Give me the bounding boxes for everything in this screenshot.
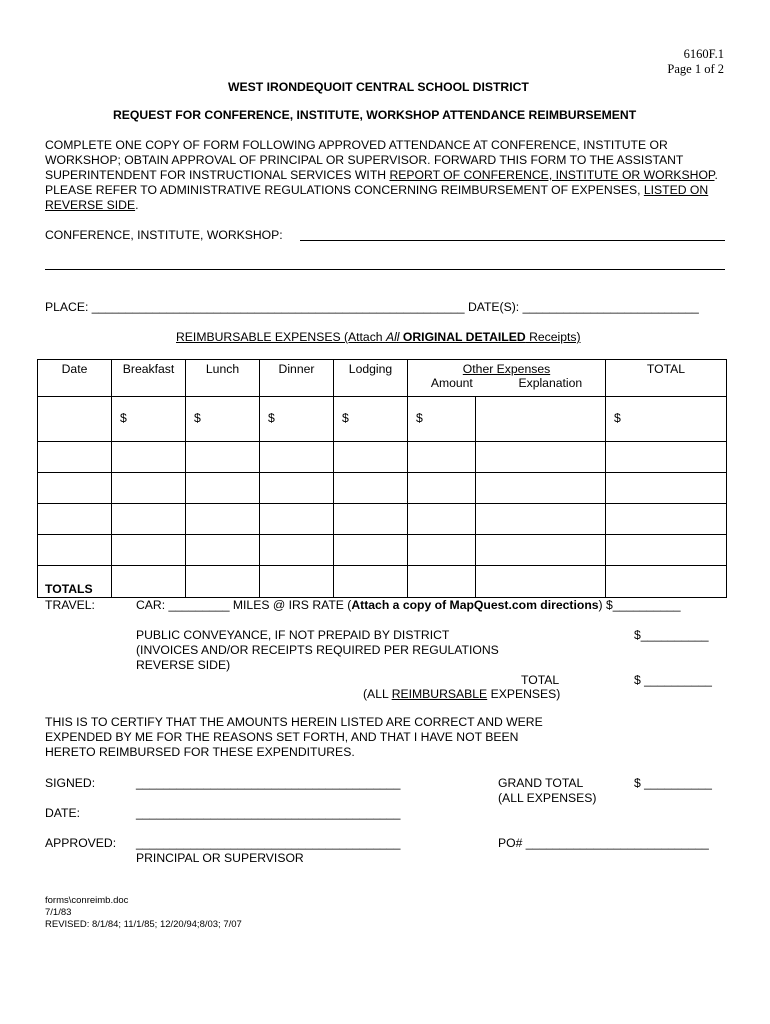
po-row — [498, 836, 709, 850]
lunch-cell[interactable] — [186, 442, 260, 473]
col-breakfast: Breakfast — [112, 360, 186, 397]
all-expenses-label: (ALL EXPENSES) — [498, 791, 597, 805]
col-date: Date — [38, 360, 112, 397]
approved-field[interactable]: _______________________________________ — [136, 836, 401, 850]
explanation-cell[interactable] — [476, 535, 606, 566]
grand-total-amount[interactable]: $ __________ — [634, 776, 712, 790]
table-row — [38, 535, 727, 566]
table-row — [38, 397, 727, 442]
date-field[interactable]: _______________________________________ — [136, 806, 401, 820]
public-conveyance-line2: (INVOICES AND/OR RECEIPTS REQUIRED PER REGULATIONS — [136, 643, 499, 657]
total-cell[interactable]: $ — [606, 397, 727, 442]
po-field[interactable]: ___________________________ — [525, 836, 709, 850]
amount-cell[interactable] — [408, 535, 476, 566]
date-cell[interactable] — [38, 504, 112, 535]
travel-label: TRAVEL: — [45, 598, 95, 612]
explanation-cell[interactable] — [476, 473, 606, 504]
dates-label: DATE(S): — [467, 300, 520, 314]
col-other-expenses: Other Expenses Amount Explanation — [408, 360, 606, 397]
col-explanation: Explanation — [518, 376, 583, 390]
grand-total-label: GRAND TOTAL — [498, 776, 584, 790]
table-header — [38, 360, 727, 397]
lunch-total[interactable] — [186, 566, 260, 598]
lodging-cell[interactable] — [334, 535, 408, 566]
conference-label: CONFERENCE, INSTITUTE, WORKSHOP: — [45, 228, 283, 242]
place-row — [45, 300, 699, 314]
dinner-total[interactable] — [260, 566, 334, 598]
table-row — [38, 442, 727, 473]
col-lodging: Lodging — [334, 360, 408, 397]
expenses-caption: REIMBURSABLE EXPENSES (Attach All ORIGINAL DETAILED Receipts) — [176, 330, 581, 344]
page-number: Page 1 of 2 — [667, 62, 724, 76]
totals-label: TOTALS — [38, 566, 112, 598]
breakfast-cell[interactable] — [112, 473, 186, 504]
amount-total[interactable] — [408, 566, 476, 598]
public-conveyance-amount[interactable]: $__________ — [634, 628, 709, 642]
amount-cell[interactable] — [408, 504, 476, 535]
col-lunch: Lunch — [186, 360, 260, 397]
car-line[interactable]: CAR: _________ MILES @ IRS RATE (Attach a copy of MapQuest.com directions) $__________ — [136, 598, 681, 612]
approved-label: APPROVED: — [45, 836, 117, 850]
lunch-cell[interactable] — [186, 535, 260, 566]
signed-field[interactable]: _______________________________________ — [136, 776, 401, 790]
signed-label: SIGNED: — [45, 776, 96, 790]
lodging-cell[interactable] — [334, 442, 408, 473]
totals-row — [38, 566, 727, 598]
expense-table — [37, 359, 727, 598]
lunch-cell[interactable]: $ — [186, 397, 260, 442]
col-dinner: Dinner — [260, 360, 334, 397]
total-cell[interactable] — [606, 442, 727, 473]
breakfast-total[interactable] — [112, 566, 186, 598]
total-cell[interactable] — [606, 504, 727, 535]
col-total: TOTAL — [606, 360, 727, 397]
amount-cell[interactable]: $ — [408, 397, 476, 442]
total-cell[interactable] — [606, 473, 727, 504]
lunch-cell[interactable] — [186, 504, 260, 535]
dinner-cell[interactable] — [260, 473, 334, 504]
footer-file: forms\conreimb.doc — [45, 895, 129, 906]
lodging-cell[interactable]: $ — [334, 397, 408, 442]
grand-total-cell[interactable] — [606, 566, 727, 598]
place-label: PLACE: — [45, 300, 89, 314]
explanation-cell[interactable] — [476, 397, 606, 442]
all-reimbursable-label: (ALL REIMBURSABLE EXPENSES) — [363, 687, 561, 701]
table-row — [38, 504, 727, 535]
travel-total-label: TOTAL — [521, 673, 560, 687]
certification-text: THIS IS TO CERTIFY THAT THE AMOUNTS HEREIN LISTED ARE CORRECT AND WERE EXPENDED BY ME FOR THE REASONS SET FORTH, AND THAT I HAVE NOT BEEN HERETO REIMBURSED FOR THESE EXPENDITURES. — [45, 715, 543, 759]
breakfast-cell[interactable]: $ — [112, 397, 186, 442]
date-cell[interactable] — [38, 397, 112, 442]
footer-revised: REVISED: 8/1/84; 11/1/85; 12/20/94;8/03; 7/07 — [45, 919, 242, 930]
dinner-cell[interactable]: $ — [260, 397, 334, 442]
dinner-cell[interactable] — [260, 504, 334, 535]
form-title: REQUEST FOR CONFERENCE, INSTITUTE, WORKSHOP ATTENDANCE REIMBURSEMENT — [113, 108, 637, 122]
date-cell[interactable] — [38, 473, 112, 504]
dates-field[interactable]: __________________________ — [522, 300, 699, 314]
lunch-cell[interactable] — [186, 473, 260, 504]
date-cell[interactable] — [38, 442, 112, 473]
table-row — [38, 473, 727, 504]
conference-field[interactable] — [300, 240, 725, 241]
dinner-cell[interactable] — [260, 442, 334, 473]
total-cell[interactable] — [606, 535, 727, 566]
lodging-cell[interactable] — [334, 473, 408, 504]
explanation-cell[interactable] — [476, 442, 606, 473]
breakfast-cell[interactable] — [112, 442, 186, 473]
col-amount: Amount — [430, 376, 473, 390]
public-conveyance-line1: PUBLIC CONVEYANCE, IF NOT PREPAID BY DISTRICT — [136, 628, 450, 642]
conference-field-line2[interactable] — [45, 269, 725, 270]
explanation-cell[interactable] — [476, 504, 606, 535]
date-cell[interactable] — [38, 535, 112, 566]
travel-total-amount[interactable]: $ __________ — [634, 673, 712, 687]
district-name: WEST IRONDEQUOIT CENTRAL SCHOOL DISTRICT — [228, 80, 529, 94]
breakfast-cell[interactable] — [112, 504, 186, 535]
amount-cell[interactable] — [408, 442, 476, 473]
po-label: PO# — [498, 836, 523, 850]
place-field[interactable]: _______________________________________________________ — [91, 300, 465, 314]
breakfast-cell[interactable] — [112, 535, 186, 566]
footer-date: 7/1/83 — [45, 907, 72, 918]
explanation-total[interactable] — [476, 566, 606, 598]
amount-cell[interactable] — [408, 473, 476, 504]
form-code: 6160F.1 — [683, 47, 724, 61]
lodging-cell[interactable] — [334, 504, 408, 535]
principal-label: PRINCIPAL OR SUPERVISOR — [136, 851, 304, 865]
lodging-total[interactable] — [334, 566, 408, 598]
dinner-cell[interactable] — [260, 535, 334, 566]
date-label: DATE: — [45, 806, 80, 820]
public-conveyance-line3: REVERSE SIDE) — [136, 658, 231, 672]
instructions: COMPLETE ONE COPY OF FORM FOLLOWING APPROVED ATTENDANCE AT CONFERENCE, INSTITUTE OR WORKSHOP; OBTAIN APPROVAL OF PRINCIPAL OR SUPERVISOR. FORWARD THIS FORM TO THE ASSISTANT SUPERINTENDENT FOR INSTRUCTIONAL SERVICES WITH REPORT OF CONFERENCE, INSTITUTE OR WORKSHOP. PLEASE REFER TO ADMINISTRATIVE REGULATIONS CONCERNING REIMBURSEMENT OF EXPENSES, LISTED ON REVERSE SIDE. — [45, 138, 718, 212]
